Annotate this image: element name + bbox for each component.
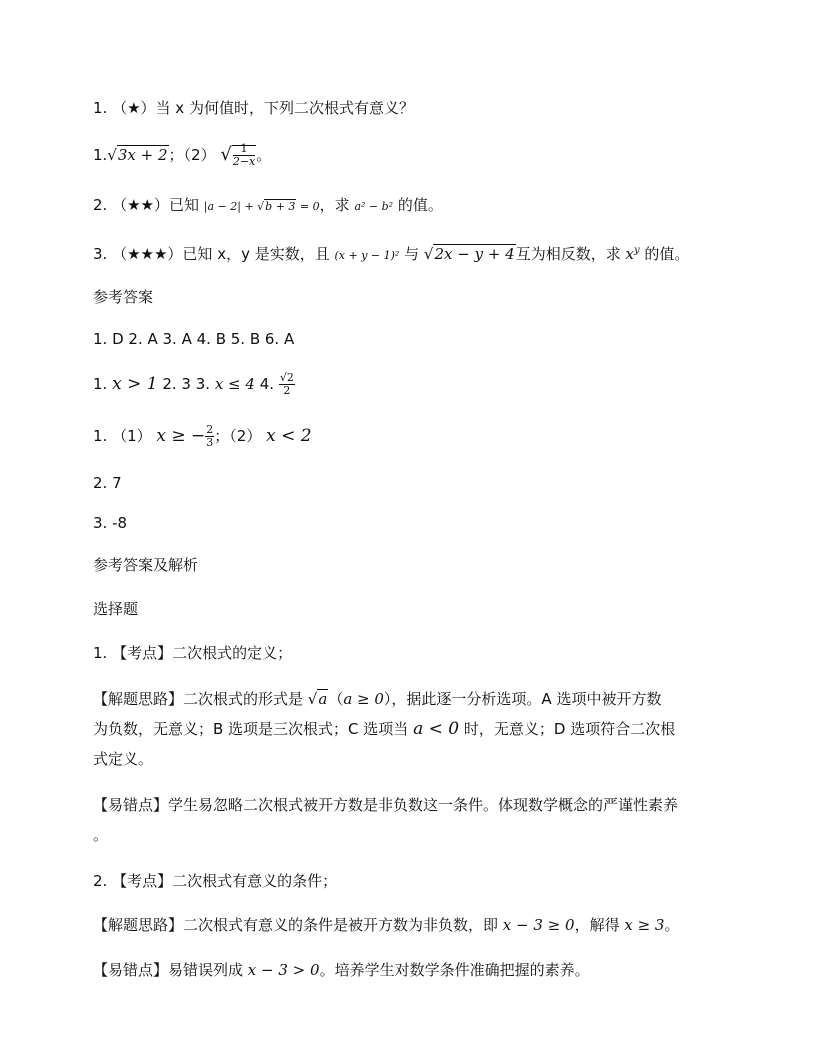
question-1 <box>93 96 414 120</box>
question-1-subparts: 1.√3x + 2；（2） √ $\frac{1}{2-x}$ 。 <box>93 142 272 169</box>
explain-1-kaodian: 1. 【考点】二次根式的定义； <box>93 644 293 662</box>
explain-2-pitfall: 【易错点】易错误列成 x − 3 > 0。培养学生对数学条件准确把握的素养。 <box>93 961 590 979</box>
question-3: 3. （★★★）已知 x，y 是实数，且 (x + y − 1)² 与 √2x − y + 4互为相反数，求 $x^y$ 的值。 <box>93 239 689 268</box>
explain-1-approach: 【解题思路】二次根式的形式是 √a（a ≥ 0），据此逐一分析选项。A 选项中被开方数 <box>93 690 662 708</box>
sqrt-expression-1: √3x + 2 <box>107 146 168 165</box>
question-2: 2. （★★）已知 |a − 2| + √b + 3 = 0，求 a² − b² 的值。 <box>93 193 443 219</box>
explain-2-kaodian: 2. 【考点】二次根式有意义的条件； <box>93 872 338 890</box>
explain-1-pitfall: 【易错点】学生易忽略二次根式被开方数是非负数这一条件。体现数学概念的严谨性素养 <box>93 796 679 814</box>
fill-answers: 1. x > 1 2. 3 3. x ≤ 4 4. $\frac{√2}{2}$ <box>93 371 294 398</box>
sqrt-expression-4: √2x − y + 4 <box>423 245 515 263</box>
explain-2-approach: 【解题思路】二次根式有意义的条件是被开方数为非负数，即 x − 3 ≥ 0，解得 x ≥ 3。 <box>93 916 680 934</box>
explain-1-approach-line3: 式定义。 <box>93 750 154 768</box>
choice-answers: 1. D 2. A 3. A 4. B 5. B 6. A <box>93 330 295 348</box>
section-heading: 选择题 <box>93 600 139 618</box>
sqrt-expression-2: √ $\frac{1}{2-x}$ <box>220 142 256 169</box>
solve-answer-2: 2. 7 <box>93 474 122 492</box>
solve-answer-3: 3. -8 <box>93 514 128 532</box>
explain-1-pitfall-line2: 。 <box>93 826 109 844</box>
subpart-number: 1. <box>93 146 108 165</box>
sqrt-expression-3: √b + 3 <box>257 200 296 213</box>
reference-answers-title: 参考答案 <box>93 288 154 306</box>
solve-answer-1: 1. （1） x ≥ − $\frac{2}{3}$ ；（2） x < 2 <box>93 423 312 450</box>
explain-1-approach-line2: 为负数，无意义；B 选项是三次根式；C 选项当 a < 0 时，无意义；D 选项符合二次根 <box>93 719 676 739</box>
explanation-title: 参考答案及解析 <box>93 556 199 574</box>
question-1-text: 1. （★）当 x 为何值时，下列二次根式有意义？ <box>93 99 414 117</box>
